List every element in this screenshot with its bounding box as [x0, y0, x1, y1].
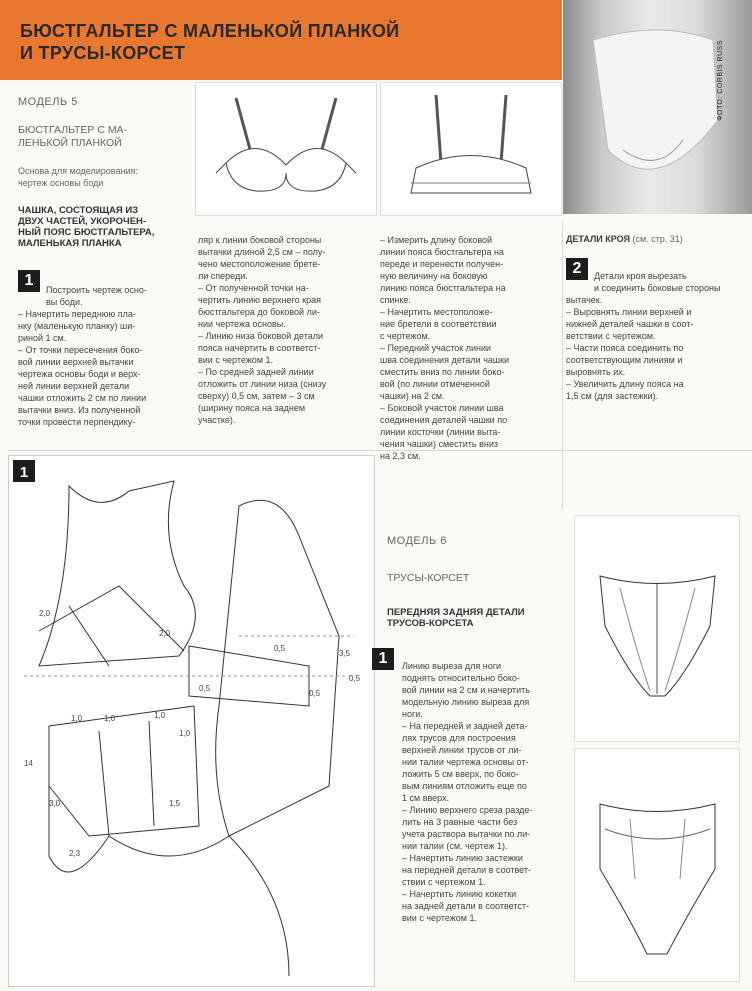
pattern-fig-number: 1	[19, 464, 29, 481]
pattern-label: 1,0	[71, 714, 83, 723]
col3-line: на 2,3 см.	[380, 451, 421, 461]
col3-line: линию пояса бюстгальтера на	[380, 283, 506, 293]
col3-line: ную величину на боковую	[380, 271, 488, 281]
title-line-1: БЮСТГАЛЬТЕР С МАЛЕНЬКОЙ ПЛАНКОЙ	[20, 21, 400, 41]
m6-line: – Начертить линию застежки	[402, 853, 523, 863]
col1-line: вытачки вниз. Из полученной	[18, 405, 141, 415]
section-line1: ЧАШКА, СОСТОЯЩАЯ ИЗ	[18, 205, 139, 216]
column-divider	[562, 220, 563, 510]
cut-details-title: ДЕТАЛИ КРОЯ	[566, 234, 630, 244]
col2-line: вытачки длиной 2,5 см – полу-	[198, 247, 326, 257]
col2-line: чертить линию верхнего края	[198, 295, 321, 305]
cut-details-heading	[566, 234, 746, 244]
col3-line: вой (по линии отмеченной	[380, 379, 490, 389]
pattern-label: 0,5	[274, 644, 286, 653]
col3-line: – Измерить длину боковой	[380, 235, 493, 245]
m6-section-line1: ПЕРЕДНЯЯ ЗАДНЯЯ ДЕТАЛИ	[387, 607, 525, 618]
cut-line: соответствующим линиям и	[566, 355, 683, 365]
model6-label: МОДЕЛЬ 6	[387, 535, 447, 547]
model5-basis	[18, 165, 138, 189]
m6-line: вым линиям отложить еще по	[402, 781, 527, 791]
col1-line: вой линии верхней вытачки	[18, 357, 134, 367]
model6-text	[372, 660, 562, 924]
col1-line: чашки отложить 2 см по линии	[18, 393, 147, 403]
model6-subtitle: ТРУСЫ-КОРСЕТ	[387, 572, 470, 584]
m6-line: Линию выреза для ноги	[402, 661, 502, 671]
m6-line: лить на 3 равные части без	[402, 817, 518, 827]
basis-line1: Основа для моделирования:	[18, 166, 138, 176]
model6-step1-badge: 1	[372, 648, 394, 670]
panty-front-sketch	[574, 515, 740, 742]
cut-line: – Части пояса соединить по	[566, 343, 684, 353]
model5-subtitle	[18, 124, 127, 150]
m6-line: – Начертить линию кокетки	[402, 889, 517, 899]
pattern-label: 3,5	[339, 649, 351, 658]
pattern-label: 1,0	[104, 714, 116, 723]
pattern-label: 0,5	[199, 684, 211, 693]
pattern-label: 2,0	[39, 609, 51, 618]
col1-line: Построить чертеж осно-	[46, 285, 147, 295]
cut-line: выровнять их.	[566, 367, 626, 377]
col2-line: нии чертежа основы.	[198, 319, 286, 329]
pattern-label: 2,0	[159, 629, 171, 638]
m6-line: 1 см вверх.	[402, 793, 450, 803]
cut-line: – Выровнять линии верхней и	[566, 307, 692, 317]
m6-line: нии талии (см. чертеж 1).	[402, 841, 508, 851]
pattern-svg	[9, 456, 374, 986]
section-line2: ДВУХ ЧАСТЕЙ, УКОРОЧЕН-	[18, 216, 147, 227]
cut-line: вытачек.	[566, 295, 603, 305]
col3-line: сместить вниз по линии боко-	[380, 367, 505, 377]
bra-back-illustration	[381, 83, 561, 215]
m6-line: на задней детали в соответст-	[402, 901, 529, 911]
col1-line: чертежа основы боди и верх-	[18, 369, 141, 379]
bra-front-sketch	[195, 82, 377, 216]
m6-line: на передней детали в соответ-	[402, 865, 532, 875]
m6-line: ствии с чертежом 1.	[402, 877, 486, 887]
model5-label: МОДЕЛЬ 5	[18, 96, 78, 108]
m6-line: верхней линии трусов от ли-	[402, 745, 522, 755]
cut-line: нижней деталей чашки в соот-	[566, 319, 694, 329]
m6-line: поднять относительно боко-	[402, 673, 520, 683]
col2-line: вии с чертежом 1.	[198, 355, 273, 365]
col2-line: пояса начертить в соответст-	[198, 343, 321, 353]
pattern-label: 0,5	[309, 689, 321, 698]
col1-line: нку (маленькую планку) ши-	[18, 321, 136, 331]
cut-line: 1,5 см (для застежки).	[566, 391, 659, 401]
cut-line: – Увеличить длину пояса на	[566, 379, 684, 389]
col3-line: спинке.	[380, 295, 411, 305]
col3-line: соединения деталей чашки по	[380, 415, 508, 425]
m6-line: лях трусов для построения	[402, 733, 516, 743]
m6-line: модельную линию выреза для	[402, 697, 530, 707]
m6-line: вой линии на 2 см и начертить	[402, 685, 530, 695]
col2-line: (ширину пояса на заднем	[198, 403, 306, 413]
cut-line: и соединить боковые стороны	[594, 283, 721, 293]
pattern-label: 1,5	[169, 799, 181, 808]
col1-line: ней линии верхней детали	[18, 381, 130, 391]
col3-line: – Начертить местоположе-	[380, 307, 493, 317]
col1-line: – Начертить переднюю пла-	[18, 309, 136, 319]
bra-back-sketch	[380, 82, 562, 216]
col2-line: ляр к линии боковой стороны	[198, 235, 322, 245]
col3-line: чашки) на 2 см.	[380, 391, 445, 401]
model5-subtitle-line1: БЮСТГАЛЬТЕР С МА-	[18, 124, 128, 136]
step2-badge: 2	[566, 258, 588, 280]
pattern-label: 1,0	[154, 711, 166, 720]
col3-line: чения чашки) сместить вниз	[380, 439, 499, 449]
step1-badge: 1	[18, 270, 40, 292]
panty-front-illustration	[575, 516, 739, 741]
col1-line: риной 1 см.	[18, 333, 67, 343]
m6-line: – На передней и задней дета-	[402, 721, 528, 731]
page-title	[20, 20, 550, 64]
cut-details-ref: (см. стр. 31)	[632, 234, 683, 244]
cut-details-text	[566, 270, 746, 402]
col2-line: ли спереди.	[198, 271, 248, 281]
col2-line: бюстгальтера до боковой ли-	[198, 307, 320, 317]
basis-line2: чертеж основы боди	[18, 178, 104, 188]
pattern-label: 2,3	[69, 849, 81, 858]
model5-col1	[18, 284, 188, 428]
m6-line: – Линию верхнего среза разде-	[402, 805, 533, 815]
m6-line: ложить 5 см вверх, по боко-	[402, 769, 519, 779]
panty-back-sketch	[574, 748, 740, 982]
photo-credit: ФОТО: CORBIS RUSS	[717, 40, 724, 121]
col3-line: с чертежом.	[380, 331, 431, 341]
col3-line: – Боковой участок линии шва	[380, 403, 504, 413]
m6-section-line2: ТРУСОВ-КОРСЕТА	[387, 618, 474, 629]
col2-line: отложить от линии низа (снизу	[198, 379, 327, 389]
m6-line: учета раствора вытачки по ли-	[402, 829, 531, 839]
m6-line: вии с чертежом 1.	[402, 913, 477, 923]
col2-line: – От полученной точки на-	[198, 283, 309, 293]
col2-line: – Линию низа боковой детали	[198, 331, 323, 341]
col3-line: шва соединения детали чашки	[380, 355, 510, 365]
pattern-label: 0,5	[349, 674, 361, 683]
pattern-label: 3,0	[49, 799, 61, 808]
model5-col3	[380, 234, 558, 462]
bra-front-illustration	[196, 83, 376, 215]
col3-line: линии пояса бюстгальтера на	[380, 247, 504, 257]
cut-line: ветствии с чертежом.	[566, 331, 656, 341]
m6-line: ноги.	[402, 709, 423, 719]
col3-line: переде и перенести получен-	[380, 259, 504, 269]
model5-section-heading	[18, 205, 183, 249]
title-line-2: И ТРУСЫ-КОРСЕТ	[20, 43, 186, 63]
pattern-drawing	[8, 455, 375, 987]
col1-line: точки провести перпендику-	[18, 417, 136, 427]
pattern-label: 14	[24, 759, 33, 768]
model5-subtitle-line2: ЛЕНЬКОЙ ПЛАНКОЙ	[18, 137, 122, 149]
col1-line: вы боди.	[46, 297, 83, 307]
col2-line: – По средней задней линии	[198, 367, 314, 377]
cut-line: Детали кроя вырезать	[594, 271, 687, 281]
model6-section-heading	[387, 607, 562, 629]
section-divider	[8, 450, 752, 451]
pattern-label: 1,0	[179, 729, 191, 738]
section-line4: МАЛЕНЬКАЯ ПЛАНКА	[18, 238, 122, 249]
col2-line: чено местоположение брете-	[198, 259, 321, 269]
col1-line: – От точки пересечения боко-	[18, 345, 143, 355]
m6-line: нии талии чертежа основы от-	[402, 757, 529, 767]
model5-col2	[198, 234, 373, 426]
col2-line: сверху) 0,5 см, затем – 3 см	[198, 391, 315, 401]
section-line3: НЫЙ ПОЯС БЮСТГАЛЬТЕРА,	[18, 227, 155, 238]
col3-line: ние бретели в соответствии	[380, 319, 497, 329]
col2-line: участке).	[198, 415, 236, 425]
col3-line: – Передний участок линии	[380, 343, 492, 353]
col3-line: линии косточки (линии выта-	[380, 427, 501, 437]
panty-back-illustration	[575, 749, 739, 981]
